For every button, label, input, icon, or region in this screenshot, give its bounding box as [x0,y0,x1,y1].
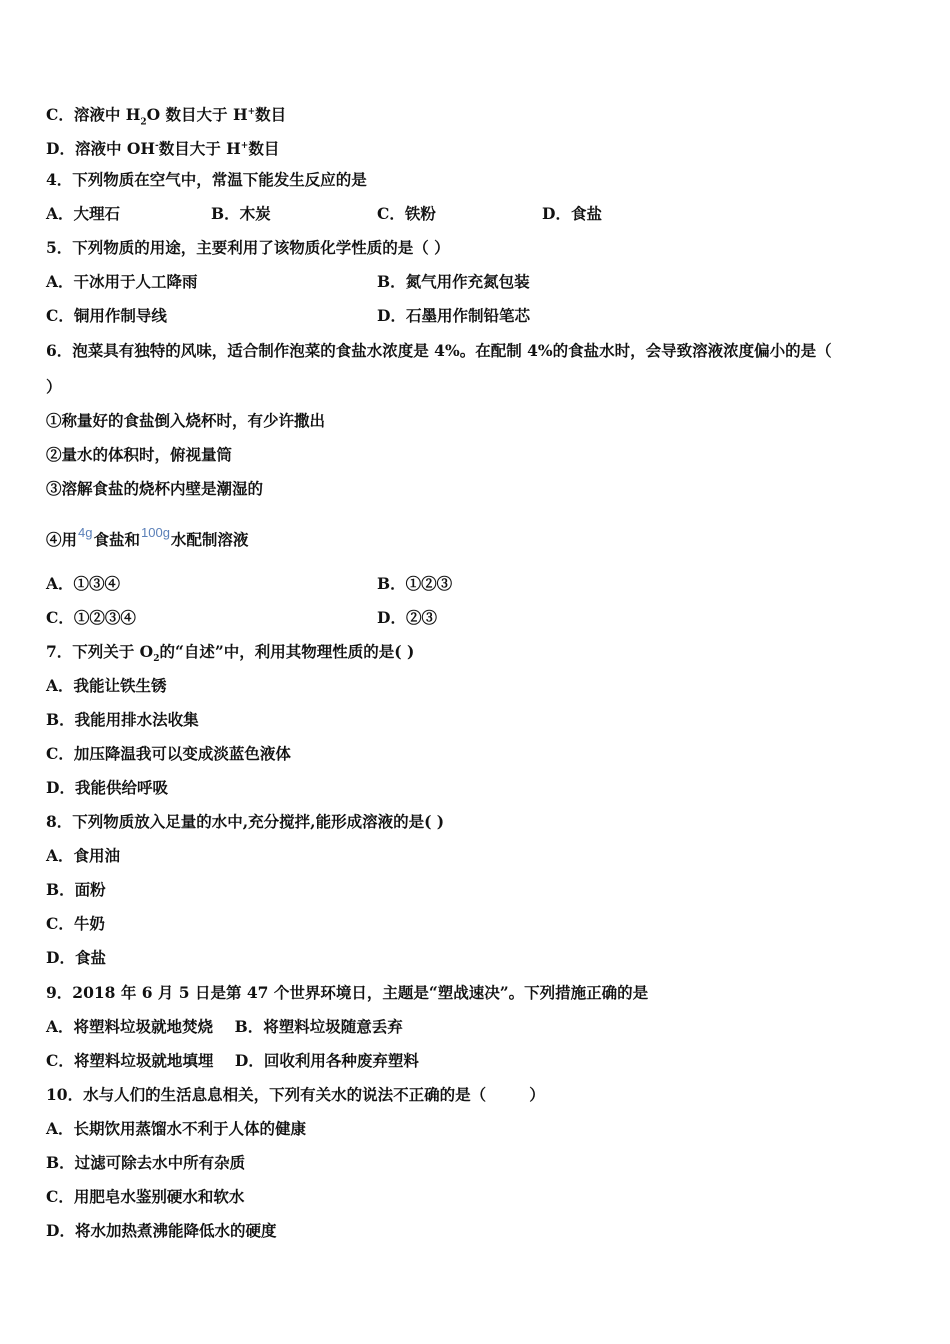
q8-option-c: C．牛奶 [46,914,105,933]
q4-option-a: A．大理石 [46,204,121,223]
q6-option-b: B．①②③ [377,574,453,593]
q6-option-d: D．②③ [377,608,437,627]
q7-stem: 7．下列关于 $O_2$的“自述”中，利用其物理性质的是( ) [46,642,415,665]
q4-option-b: B．木炭 [211,204,271,223]
q8-option-b: B．面粉 [46,880,106,899]
q6-option-a: A．①③④ [46,574,121,593]
q6-option-c: C．①②③④ [46,608,136,627]
q7-option-d: D．我能供给呼吸 [46,778,168,797]
q10-option-b: B．过滤可除去水中所有杂质 [46,1153,246,1172]
q8-option-a: A．食用油 [46,846,121,865]
q8-option-d: D．食盐 [46,948,106,967]
q6-item-1: ①称量好的食盐倒入烧杯时，有少许撒出 [46,411,326,430]
q4-option-c: C．铁粉 [377,204,436,223]
formula-image-100g: 100g [141,525,170,540]
q6-item-3: ③溶解食盐的烧杯内壁是潮湿的 [46,479,264,498]
q6-item-2: ②量水的体积时，俯视量筒 [46,445,233,464]
q7-option-b: B．我能用排水法收集 [46,710,199,729]
q9-options-cd: C．将塑料垃圾就地填埋 D．回收利用各种废弃塑料 [46,1051,419,1070]
q9-stem: 9．2018 年 6 月 5 日是第 47 个世界环境日，主题是“塑战速决”。下列措施正确的是 [46,983,649,1002]
q10-option-a: A．长期饮用蒸馏水不利于人体的健康 [46,1119,307,1138]
q4-stem: 4．下列物质在空气中，常温下能发生反应的是 [46,170,367,189]
q10-option-d: D．将水加热煮沸能降低水的硬度 [46,1221,277,1240]
q9-options-ab: A．将塑料垃圾就地焚烧 B．将塑料垃圾随意丢弃 [46,1017,403,1036]
q3-option-d: D．溶液中 OH-数目大于 H+数目 [46,139,280,159]
formula-image-4g: 4g [78,525,93,540]
q6-stem-end: ） [46,377,62,396]
q10-stem: 10．水与人们的生活息息相关，下列有关水的说法不正确的是（ ） [46,1085,545,1104]
q5-option-d: D．石墨用作制铅笔芯 [377,306,530,325]
q5-option-a: A．干冰用于人工降雨 [46,272,198,291]
q5-option-b: B．氮气用作充氮包装 [377,272,530,291]
q8-stem: 8．下列物质放入足量的水中,充分搅拌,能形成溶液的是( ) [46,812,445,831]
q5-option-c: C．铜用作制导线 [46,306,167,325]
q5-stem: 5．下列物质的用途，主要利用了该物质化学性质的是（ ） [46,238,450,257]
q10-option-c: C．用肥皂水鉴别硬水和软水 [46,1187,245,1206]
q3-option-c: C．溶液中 $H_2O$ 数目大于 H+数目 [46,105,287,128]
q7-option-a: A．我能让铁生锈 [46,676,167,695]
q7-option-c: C．加压降温我可以变成淡蓝色液体 [46,744,291,763]
q4-option-d: D．食盐 [542,204,602,223]
q6-item-4: ④用4g食盐和100g水配制溶液 [46,525,249,549]
q6-stem: 6．泡菜具有独特的风味，适合制作泡菜的食盐水浓度是 4%。在配制 4%的食盐水时，会导致溶液浓度偏小的是（ [46,341,832,360]
